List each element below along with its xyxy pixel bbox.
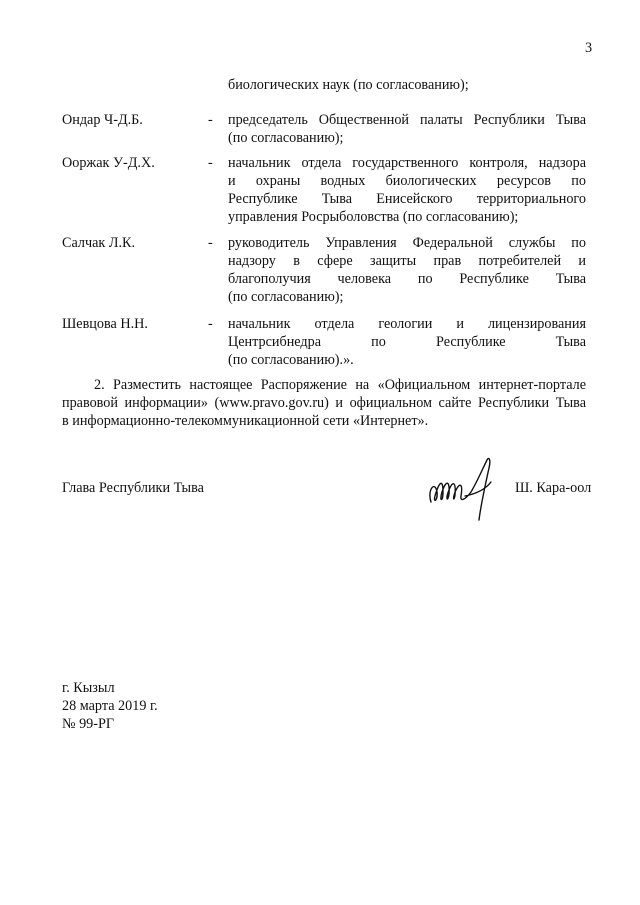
- signature-icon: [425, 452, 505, 522]
- member-name: Ооржак У-Д.Х.: [62, 155, 155, 171]
- member-role-line: начальник отдела геологии и лицензирования: [228, 316, 586, 332]
- signatory-name: Ш. Кара-оол: [515, 480, 592, 496]
- member-role-line: надзору в сфере защиты прав потребителей и: [228, 253, 586, 269]
- member-role-line: (по согласованию);: [228, 130, 344, 146]
- date: 28 марта 2019 г.: [62, 698, 158, 714]
- member-role-line: (по согласованию);: [228, 289, 344, 305]
- member-role-line: благополучия человека по Республике Тыва: [228, 271, 586, 287]
- member-role-line: управления Росрыболовства (по согласованию);: [228, 209, 519, 225]
- member-role-line: руководитель Управления Федеральной службы по: [228, 235, 586, 251]
- document-number: № 99-РГ: [62, 716, 115, 732]
- member-role-line: начальник отдела государственного контроля, надзора: [228, 155, 586, 171]
- member-role-line: Центрсибнедра по Республике Тыва: [228, 334, 586, 350]
- continuation-line: биологических наук (по согласованию);: [228, 77, 469, 93]
- member-role-line: и охраны водных биологических ресурсов по: [228, 173, 586, 189]
- member-dash: -: [208, 112, 213, 128]
- signatory-title: Глава Республики Тыва: [62, 480, 204, 496]
- member-name: Ондар Ч-Д.Б.: [62, 112, 143, 128]
- member-name: Салчак Л.К.: [62, 235, 136, 251]
- member-role-line: Республике Тыва Енисейского территориального: [228, 191, 586, 207]
- place: г. Кызыл: [62, 680, 115, 696]
- member-role-line: председатель Общественной палаты Республики Тыва: [228, 112, 586, 128]
- member-dash: -: [208, 155, 213, 171]
- page-number: 3: [585, 40, 593, 56]
- member-role-line: (по согласованию).».: [228, 352, 354, 368]
- member-name: Шевцова Н.Н.: [62, 316, 148, 332]
- paragraph-line: в информационно-телекоммуникационной сети «Интернет».: [62, 413, 429, 429]
- member-dash: -: [208, 316, 213, 332]
- paragraph-line: правовой информации» (www.pravo.gov.ru) и официальном сайте Республики Тыва: [62, 395, 586, 411]
- paragraph-line: 2. Разместить настоящее Распоряжение на «Официальном интернет-портале: [94, 377, 586, 393]
- member-dash: -: [208, 235, 213, 251]
